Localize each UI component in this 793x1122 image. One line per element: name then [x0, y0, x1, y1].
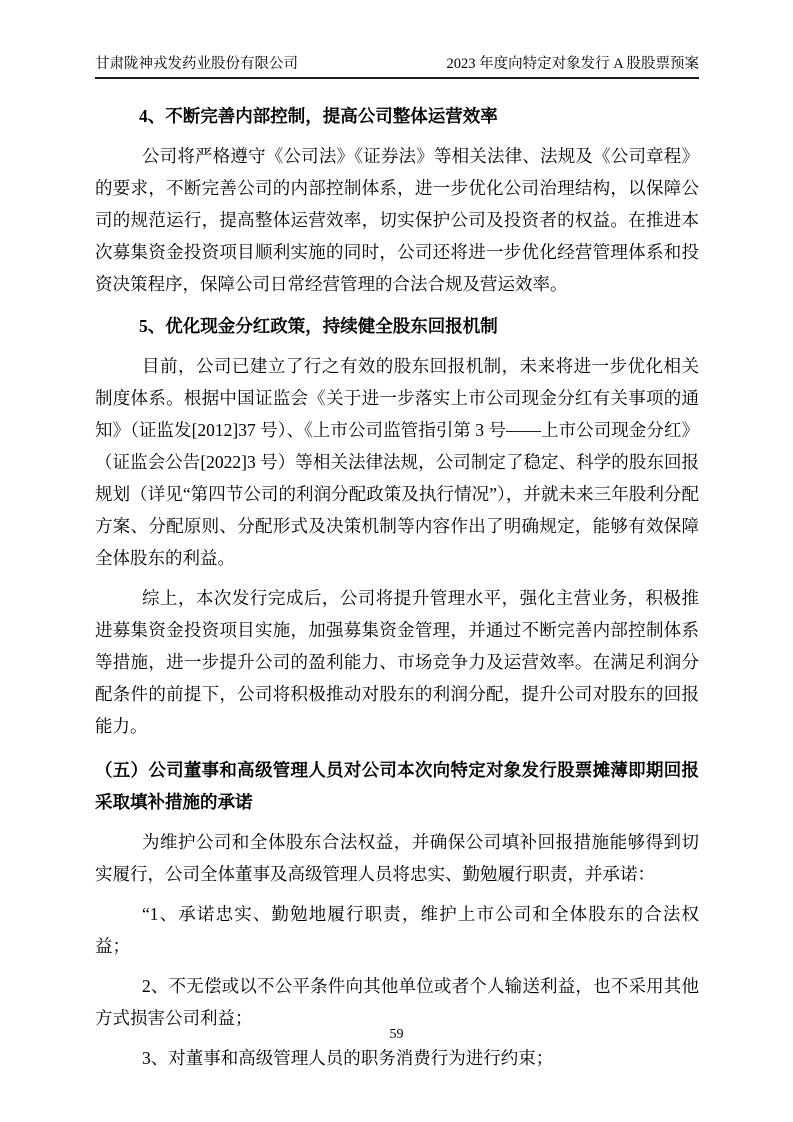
paragraph-dividend-policy: 目前，公司已建立了行之有效的股东回报机制，未来将进一步优化相关制度体系。根据中国证监会《关于进一步落实上市公司现金分红有关事项的通知》（证监发[2012]37 号）、《上市公司监管指引第 3 号——上市公司现金分红》（证监会公告[2022]3 号）等相关法律法规，公司制定了稳定、科学的股东回报规划（详见“第四节公司的利润分配政策及执行情况”），并就未来三年股利分配方案、分配原则、分配形式及决策机制等内容作出了明确规定，能够有效保障全体股东的利益。: [95, 356, 699, 568]
paragraph-internal-control: 公司将严格遵守《公司法》《证券法》等相关法律、法规及《公司章程》的要求，不断完善公司的内部控制体系，进一步优化公司治理结构，以保障公司的规范运行，提高整体运营效率，切实保护公司及投资者的权益。在推进本次募集资金投资项目顺利实施的同时，公司还将进一步优化经营管理体系和投资决策程序，保障公司日常经营管理的合法合规及营运效率。: [95, 146, 699, 294]
paragraph-commitment-3: 3、对董事和高级管理人员的职务消费行为进行约束；: [142, 1048, 554, 1068]
section-heading-five: （五）公司董事和高级管理人员对公司本次向特定对象发行股票摊薄即期回报采取填补措施的承诺: [95, 760, 699, 812]
section-heading-5: 5、优化现金分红政策，持续健全股东回报机制: [139, 316, 498, 336]
header-company-name: 甘肃陇神戎发药业股份有限公司: [95, 56, 298, 72]
paragraph-commitment-2: 2、不无偿或以不公平条件向其他单位或者个人输送利益，也不采用其他方式损害公司利益；: [95, 976, 699, 1028]
paragraph-commitment-1: “1、承诺忠实、勤勉地履行职责，维护上市公司和全体股东的合法权益；: [95, 904, 699, 956]
section-heading-4: 4、不断完善内部控制，提高公司整体运营效率: [139, 106, 498, 126]
page-footer: [0, 1026, 793, 1044]
header-doc-title: 2023 年度向特定对象发行 A 股股票预案: [446, 56, 699, 72]
paragraph-summary: 综上，本次发行完成后，公司将提升管理水平，强化主营业务，积极推进募集资金投资项目实施，加强募集资金管理，并通过不断完善内部控制体系等措施，进一步提升公司的盈利能力、市场竞争力及运营效率。在满足利润分配条件的前提下，公司将积极推动对股东的利润分配，提升公司对股东的回报能力。: [95, 588, 699, 736]
paragraph-commitment-intro: 为维护公司和全体股东合法权益，并确保公司填补回报措施能够得到切实履行，公司全体董事及高级管理人员将忠实、勤勉履行职责，并承诺：: [95, 832, 699, 884]
page-header: [95, 55, 699, 79]
document-body: [95, 90, 699, 1082]
page-number: 59: [389, 1027, 404, 1042]
